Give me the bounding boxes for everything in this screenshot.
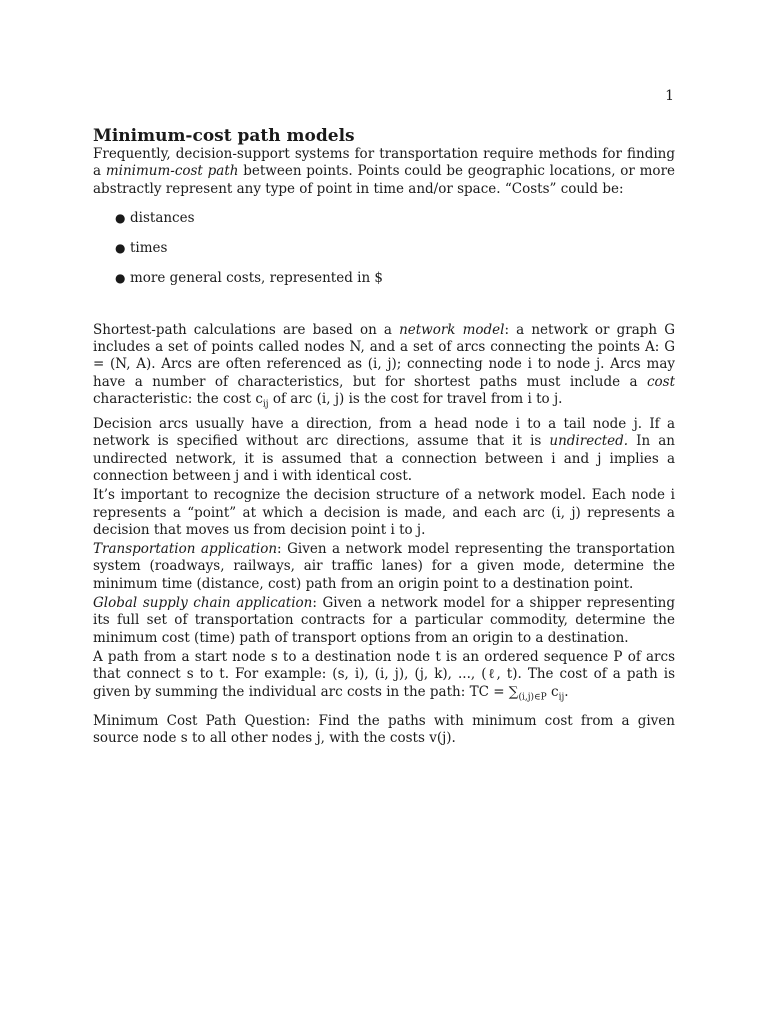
cost-subscript: ij [262,399,269,410]
transport-heading: Transportation application [93,541,278,558]
supply-chain-paragraph [93,595,675,647]
question-paragraph: Minimum Cost Path Question: Find the paths with minimum cost from a given source node s to all other nodes j, with the costs v(j). [93,712,675,746]
section-title: Minimum-cost path models [93,126,355,146]
network-text-4: of arc (i, j) is the cost for travel from i to j. [268,391,563,408]
supply-heading: Global supply chain application [93,595,313,612]
network-text-3: characteristic: the cost c [93,391,263,408]
cost-list [93,210,675,300]
network-text-1: Shortest-path calculations are based on a [93,321,400,338]
path-text-1: A path from a start node s to a destination node t is an ordered sequence P of arcs that connect s to t. For example: (s, i), (i, j), (j, k), ..., (ℓ, t). The cost of a path is given by summing the individual arc costs in the path: TC = ∑ [93,648,675,700]
page-content [93,126,675,747]
path-definition-paragraph [93,649,675,707]
supply-text: : Given a network model for a shipper representing its full set of transportation contracts for a particular commodity, determine the minimum cost (time) path of transport options from an origin to a destination. [93,595,676,646]
list-item-text: more general costs, represented in $ [130,269,384,286]
list-item-text: distances [130,209,195,226]
direction-paragraph [93,416,675,485]
path-text-2: c [546,683,559,700]
network-text-2: : a network or graph G includes a set of points called nodes N, and a set of arcs connecting the points A: G = (N, A). Arcs are often referenced as (i, j); connecting node i to node j. Arcs may have a number of characteristics, but for shortest paths must include a [93,321,675,390]
bullet-icon: ● [115,210,126,225]
intro-paragraph [93,146,675,198]
network-emphasis: network model [399,321,505,338]
network-model-paragraph [93,322,675,414]
arc-cost-subscript: ij [558,692,565,703]
intro-emphasis: minimum-cost path [105,163,239,180]
undirected-emphasis: undirected. [549,433,629,450]
intro-text-1: Frequently, decision-support systems for transportation require methods for finding a [93,146,675,180]
sum-subscript: (i,j)∈P [518,692,547,703]
transport-text: : Given a network model representing the transportation system (roadways, railways, air traffic lanes) for a given mode, determine the minimum time (distance, cost) path from an origin point to a destination point. [93,541,675,592]
path-text-3: . [564,683,569,700]
bullet-icon: ● [115,270,126,285]
decision-structure-paragraph: It’s important to recognize the decision structure of a network model. Each node i represents a “point” at which a decision is made, and each arc (i, j) represents a decision that moves us from decision point i to j. [93,487,675,538]
cost-emphasis: cost [646,373,675,390]
intro-text-2: between points. Points could be geographic locations, or more abstractly represent any type of point in time and/or space. “Costs” could be: [93,163,676,197]
list-item [93,270,675,300]
list-item [93,240,675,270]
bullet-icon: ● [115,240,126,255]
list-item [93,210,675,240]
transportation-application-paragraph [93,541,675,593]
direction-text-1: Decision arcs usually have a direction, from a head node i to a tail node j. If a network is specified without arc directions, assume that it is [93,416,675,450]
direction-text-2: In an undirected network, it is assumed that a connection between i and j implies a connection between j and i with identical cost. [93,433,675,484]
list-item-text: times [130,239,168,256]
page-number: 1 [665,88,674,104]
